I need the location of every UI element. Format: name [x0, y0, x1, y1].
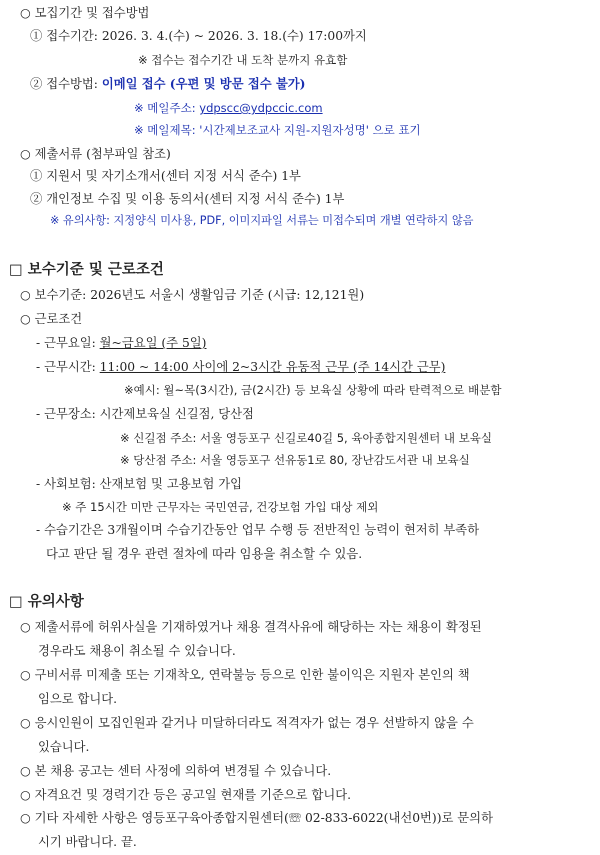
note-item: ○ 응시인원이 모집인원과 같거나 미달하더라도 적격자가 없는 경우 선발하지 않을 수 [20, 716, 474, 730]
note-item-cont: 있습니다. [38, 740, 90, 754]
note-item-cont: 임으로 합니다. [38, 692, 118, 706]
item-number: ② [30, 77, 43, 91]
work-place-sinkil: ※ 신길점 주소: 서울 영등포구 신길로40길 5, 육아종합지원센터 내 보육실 [120, 431, 492, 445]
work-conditions-heading: ○ 근로조건 [20, 312, 83, 326]
work-hours-label: - 근무시간: [36, 360, 96, 374]
note-item: ○ 자격요건 및 경력기간 등은 공고일 현재를 기준으로 합니다. [20, 788, 352, 802]
work-hours-line [36, 358, 445, 376]
receipt-method-value: 이메일 접수 (우편 및 방문 접수 불가) [101, 76, 306, 91]
documents-caution: ※ 유의사항: 지정양식 미사용, PDF, 이미지파일 서류는 미접수되며 개별 연락하지 않음 [50, 214, 474, 227]
recruitment-period-heading: ○ 모집기간 및 접수방법 [20, 6, 150, 20]
note-item: ○ 구비서류 미제출 또는 기재착오, 연락불능 등으로 인한 불이익은 지원자 본인의 책 [20, 668, 470, 682]
note-item: ○ 제출서류에 허위사실을 기재하였거나 채용 결격사유에 해당하는 자는 채용이 확정된 [20, 620, 482, 634]
note-item-cont: 시기 바랍니다. 끝. [38, 835, 137, 849]
work-days-label: - 근무요일: [36, 336, 96, 350]
note-item-cont: 경우라도 채용이 취소될 수 있습니다. [38, 644, 236, 658]
probation-line-1: - 수습기간은 3개월이며 수습기간동안 업무 수행 등 전반적인 능력이 현저히 부족하 [36, 523, 480, 537]
work-days-line [36, 334, 206, 352]
probation-line-2: 다고 판단 될 경우 관련 절차에 따라 임용을 취소할 수 있음. [46, 547, 363, 561]
receipt-period-line [30, 27, 367, 45]
work-place-dangsan: ※ 당산점 주소: 서울 영등포구 선유동1로 80, 장난감도서관 내 보육실 [120, 453, 470, 467]
receipt-period-label: 접수기간: [46, 29, 98, 43]
pay-conditions-heading: □ 보수기준 및 근로조건 [9, 262, 164, 278]
note-item: ○ 기타 자세한 사항은 영등포구육아종합지원센터(☏ 02-833-6022(내선0번))로 문의하 [20, 811, 493, 825]
work-hours-value: 11:00 ~ 14:00 사이에 2~3시간 유동적 근무 (주 14시간 근무) [99, 360, 446, 374]
email-address-link[interactable]: ydpscc@ydpccic.com [199, 101, 323, 115]
receipt-period-value: 2026. 3. 4.(수) ~ 2026. 3. 18.(수) 17:00까지 [101, 29, 367, 43]
email-subject-note: ※ 메일제목: '시간제보조교사 지원-지원자성명' 으로 표기 [134, 123, 421, 137]
note-item: ○ 본 채용 공고는 센터 사정에 의하여 변경될 수 있습니다. [20, 764, 332, 778]
work-place-line: - 근무장소: 시간제보육실 신길점, 당산점 [36, 407, 254, 421]
insurance-note: ※ 주 15시간 미만 근무자는 국민연금, 건강보험 가입 대상 제외 [62, 500, 379, 514]
email-address-label: ※ 메일주소: [134, 101, 196, 115]
pay-standard-line: ○ 보수기준: 2026년도 서울시 생활임금 기준 (시급: 12,121원) [20, 288, 365, 302]
receipt-method-label: 접수방법: [46, 77, 98, 91]
item-number: ① [30, 29, 43, 43]
document-item-1: ① 지원서 및 자기소개서(센터 지정 서식 준수) 1부 [30, 169, 301, 183]
work-hours-note: ※예시: 월~목(3시간), 금(2시간) 등 보육실 상황에 따라 탄력적으로 배분함 [124, 383, 502, 397]
work-days-value: 월~금요일 (주 5일) [99, 336, 207, 350]
receipt-period-note: ※ 접수는 접수기간 내 도착 분까지 유효함 [138, 53, 348, 67]
receipt-method-line [30, 75, 305, 93]
documents-heading: ○ 제출서류 (첨부파일 참조) [20, 147, 171, 161]
notes-heading: □ 유의사항 [9, 594, 84, 610]
insurance-line: - 사회보험: 산재보험 및 고용보험 가입 [36, 477, 243, 491]
email-address-line [134, 99, 323, 117]
document-item-2: ② 개인정보 수집 및 이용 동의서(센터 지정 서식 준수) 1부 [30, 192, 345, 206]
